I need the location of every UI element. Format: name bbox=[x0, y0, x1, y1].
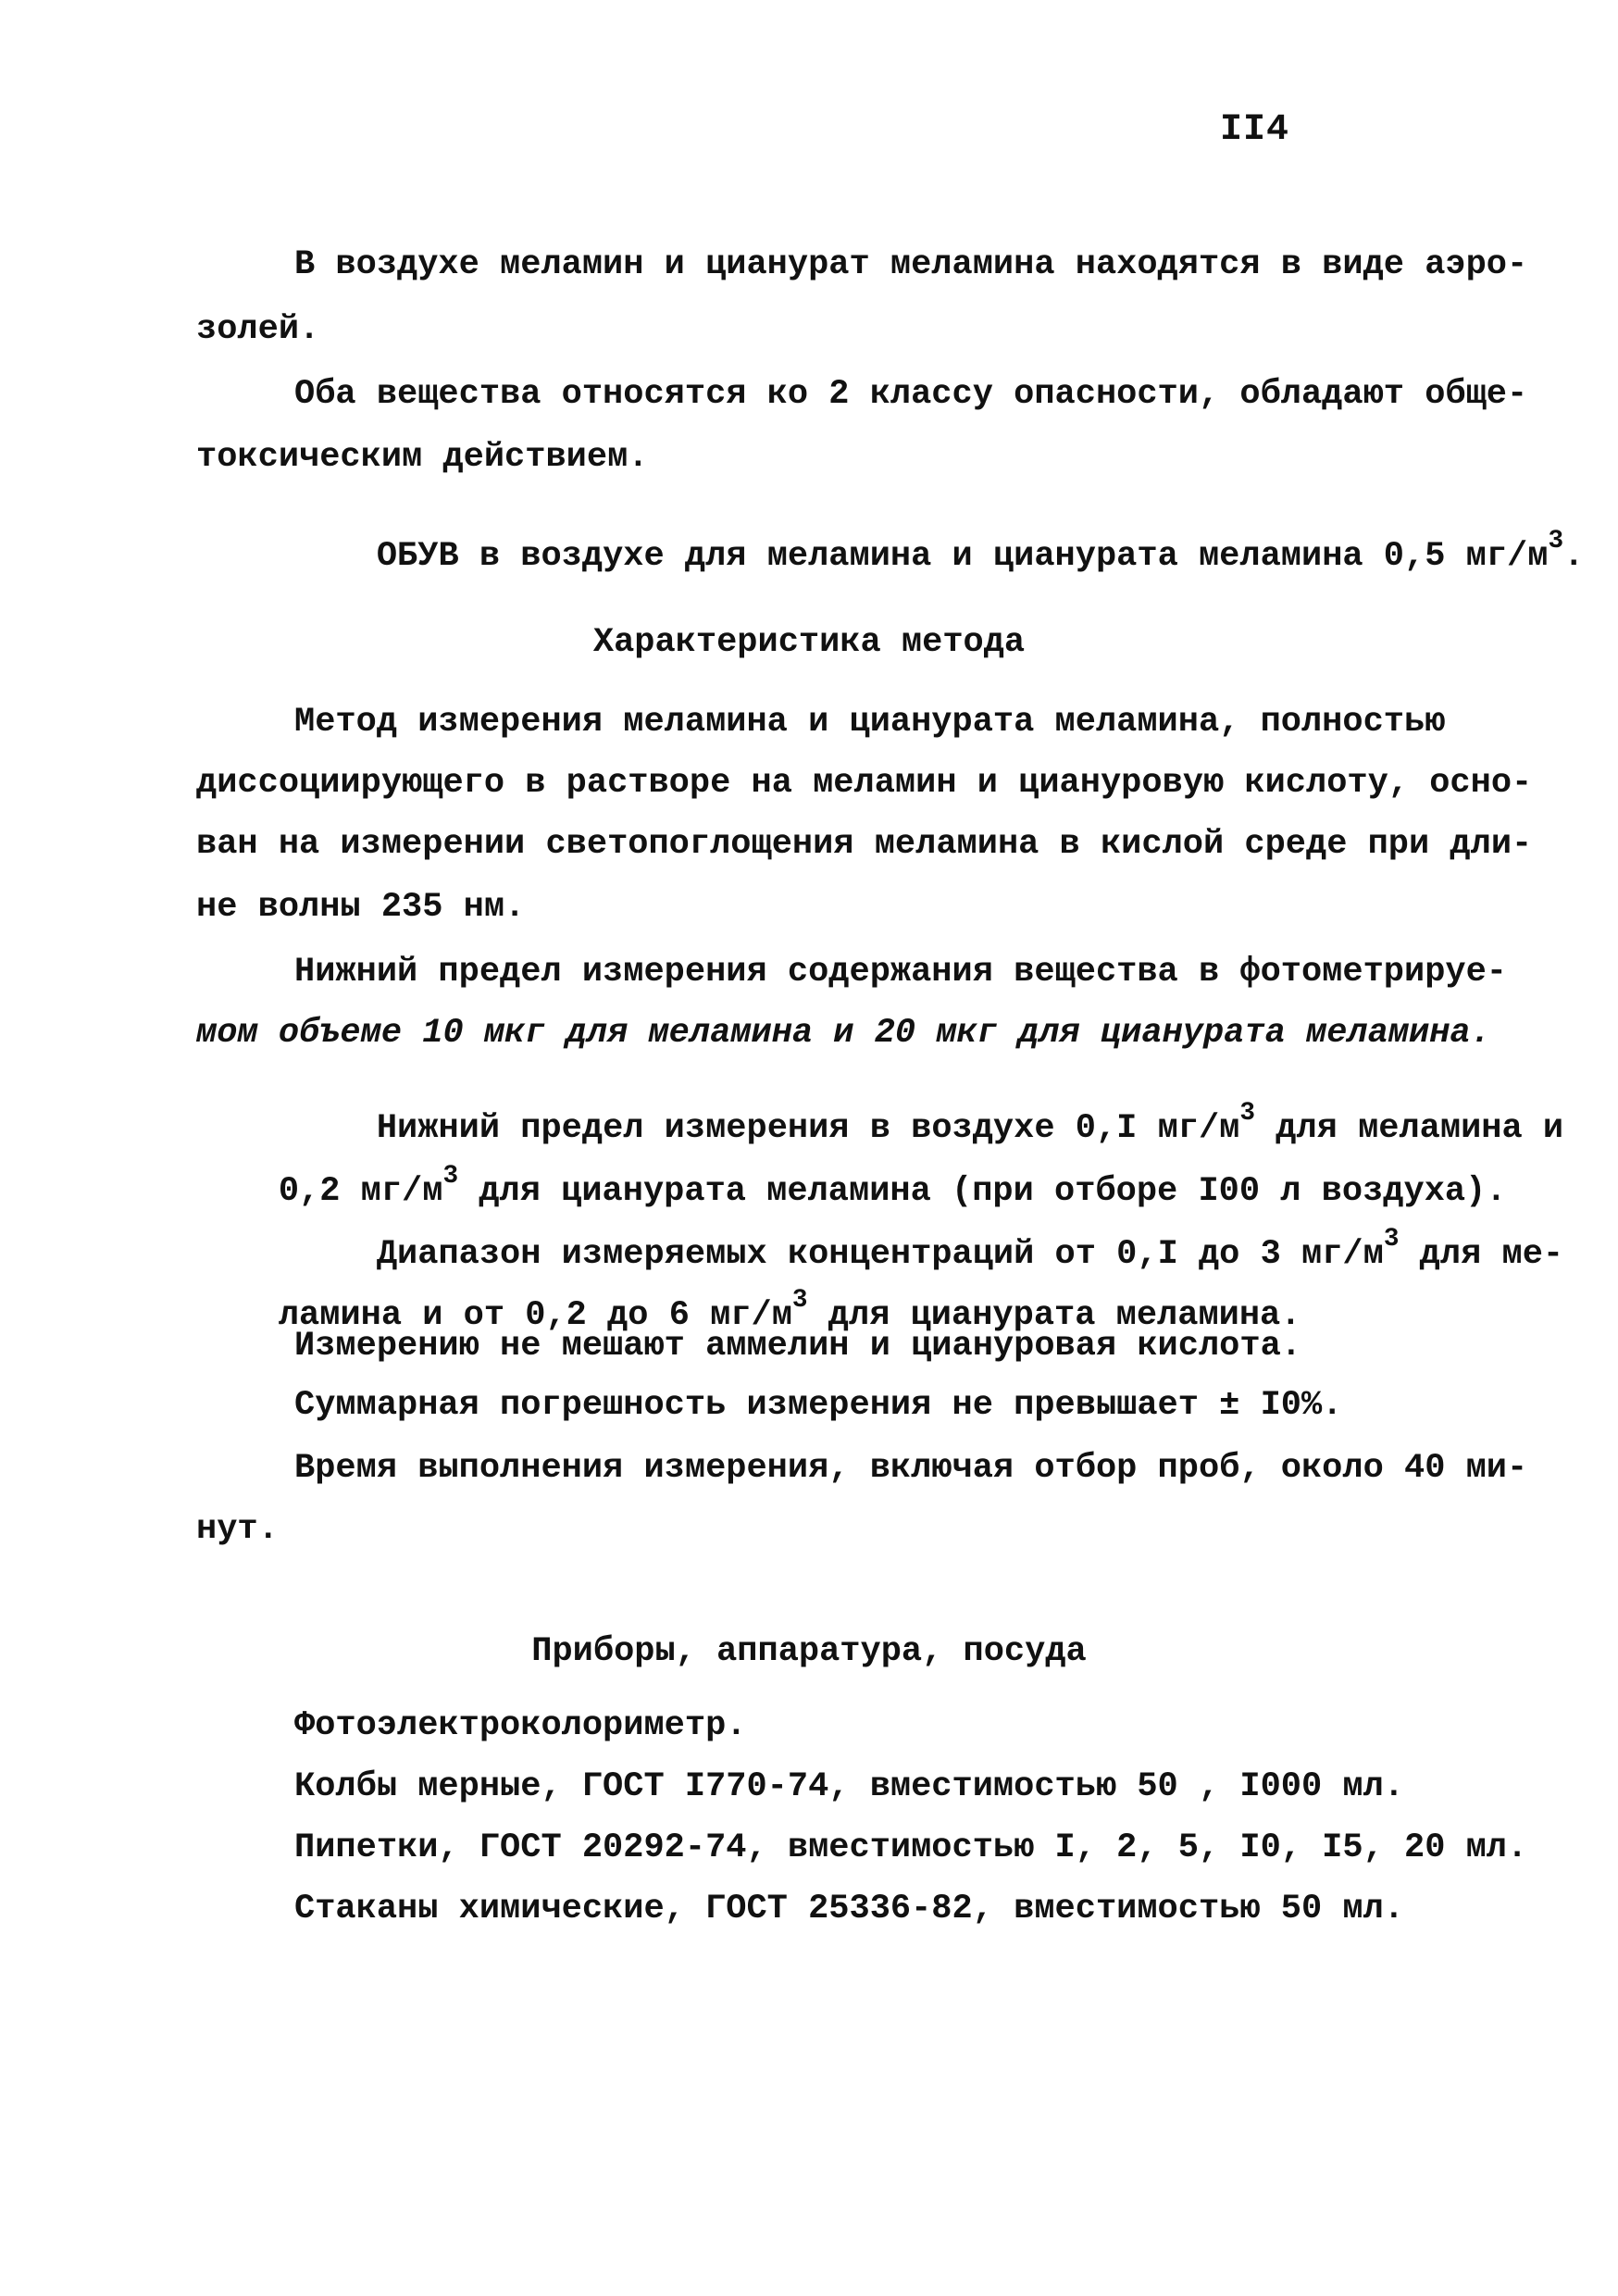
text-line: не волны 235 нм. bbox=[196, 888, 526, 927]
text-line: диссоциирующего в растворе на меламин и циануровую кислоту, осно- bbox=[196, 764, 1533, 803]
text-line: Суммарная погрешность измерения не превышает ± I0%. bbox=[294, 1386, 1343, 1425]
superscript: 3 bbox=[1383, 1225, 1400, 1254]
text-fragment: для ме- bbox=[1399, 1235, 1564, 1274]
text-line: ван на измерении светопоглощения меламина в кислой среде при дли- bbox=[196, 825, 1533, 864]
text-fragment: Диапазон измеряемых концентраций от 0,I до 3 мг/м bbox=[376, 1235, 1384, 1274]
text-line: мом объеме 10 мкг для меламина и 20 мкг для циануpата меламина. bbox=[196, 1014, 1491, 1053]
text-line: Оба вещества относятся ко 2 классу опасности, обладают обще- bbox=[294, 375, 1528, 414]
text-line bbox=[294, 505, 1584, 608]
page-number: II4 bbox=[1220, 109, 1290, 151]
text-fragment: Нижний предел измерения в воздухе 0,I мг/м bbox=[376, 1109, 1240, 1148]
section-heading: Характеристика метода bbox=[592, 623, 1026, 662]
text-line: токсическим действием. bbox=[196, 438, 649, 477]
superscript: 3 bbox=[1548, 527, 1564, 556]
superscript: 3 bbox=[791, 1286, 808, 1316]
text-line: Метод измерения меламина и циануpата меламина, полностью bbox=[294, 703, 1446, 742]
text-fragment: для циануpата меламина (при отборе I00 л воздуха). bbox=[458, 1172, 1507, 1211]
section-heading: Приборы, аппаратура, посуда bbox=[531, 1632, 1087, 1671]
text-fragment: ламина и от 0,2 до 6 мг/м bbox=[278, 1296, 792, 1335]
text-fragment: ОБУВ в воздухе для меламина и циануpата меламина 0,5 мг/м bbox=[376, 537, 1549, 576]
list-item: Пипетки, ГОСТ 20292-74, вместимостью I, 2, 5, I0, I5, 20 мл. bbox=[294, 1828, 1528, 1867]
text-line: Время выполнения измерения, включая отбор проб, около 40 ми- bbox=[294, 1449, 1528, 1488]
superscript: 3 bbox=[1239, 1099, 1256, 1129]
text-fragment: для циануpата меламина. bbox=[807, 1296, 1301, 1335]
list-item: Стаканы химические, ГОСТ 25336-82, вместимостью 50 мл. bbox=[294, 1890, 1404, 1928]
superscript: 3 bbox=[442, 1162, 459, 1192]
text-line: нут. bbox=[196, 1510, 279, 1549]
text-line: В воздухе меламин и циануpат меламина находятся в виде аэро- bbox=[294, 245, 1528, 284]
text-line: золей. bbox=[196, 310, 320, 349]
list-item: Фотоэлектроколориметр. bbox=[294, 1706, 747, 1745]
text-fragment: для меламина и bbox=[1255, 1109, 1564, 1148]
text-line: Измерению не мешают аммелин и циануровая кислота. bbox=[294, 1327, 1301, 1366]
list-item: Колбы мерные, ГОСТ I770-74, вместимостью 50 , I000 мл. bbox=[294, 1767, 1404, 1806]
text-fragment: . bbox=[1563, 537, 1585, 576]
text-fragment: 0,2 мг/м bbox=[278, 1172, 443, 1211]
text-line: Нижний предел измерения содержания вещества в фотометрируе- bbox=[294, 953, 1508, 992]
